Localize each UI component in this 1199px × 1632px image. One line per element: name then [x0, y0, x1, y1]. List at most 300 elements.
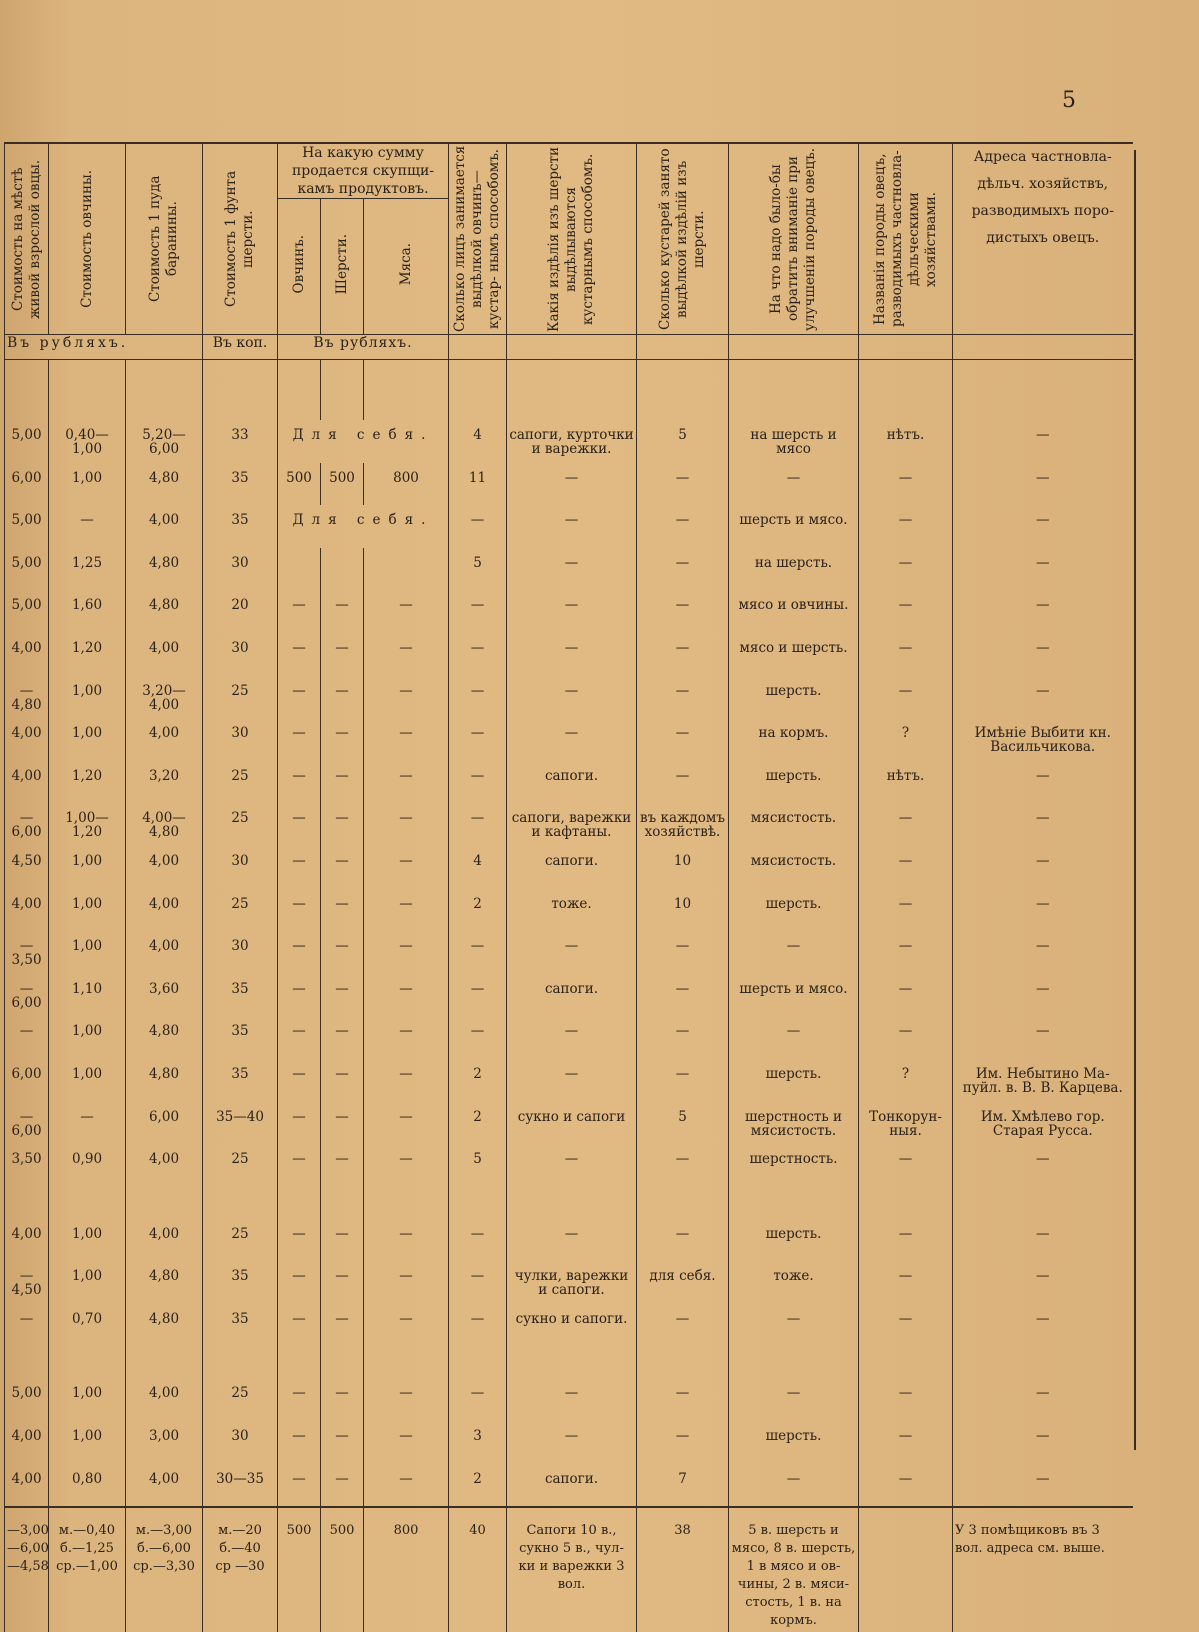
cell-wool-pound: 30: [203, 548, 278, 591]
cell-attention: шерсть.: [729, 1219, 859, 1262]
cell-attention: шерсть.: [729, 889, 859, 932]
cell-addresses: —: [953, 590, 1133, 633]
cell-craftsmen: 10: [637, 846, 729, 889]
cell-live-price: —4,50: [5, 1261, 49, 1304]
table-row: [5, 974, 1133, 1017]
cell-sheepskin: 1,00: [49, 1219, 126, 1262]
table-row: [5, 1059, 1133, 1102]
cell-addresses: —: [953, 889, 1133, 932]
cell-meat-sum: —: [364, 1016, 449, 1059]
table-row: [5, 1144, 1133, 1187]
cell-meat-sum: —: [364, 1059, 449, 1102]
table-row: [5, 505, 1133, 548]
table-row: [5, 803, 1133, 846]
cell-breeds: —: [859, 633, 953, 676]
cell-persons: —: [449, 761, 507, 804]
cell-craftsmen: 7: [637, 1464, 729, 1508]
cell-sheepskins-sum: —: [278, 1219, 321, 1262]
header-buyers-group: На какую сумму продается скупщи- камъ продуктовъ.: [278, 143, 449, 199]
summary-line: б.—1,25: [60, 1541, 114, 1557]
cell-products: —: [507, 676, 637, 719]
cell-wool-pound: 25: [203, 803, 278, 846]
cell-craftsmen: —: [637, 974, 729, 1017]
cell-addresses: —: [953, 1219, 1133, 1262]
table-row: [5, 761, 1133, 804]
cell-sheepskins-sum: —: [278, 846, 321, 889]
table-row: [5, 463, 1133, 506]
cell-meat-sum: —: [364, 1144, 449, 1187]
cell-sheepskin: 1,00: [49, 1421, 126, 1464]
table-row: [5, 889, 1133, 932]
cell-persons: 4: [449, 420, 507, 463]
cell-breeds: —: [859, 1464, 953, 1508]
header-mutton-pud: Стоимость 1 пуда баранины.: [126, 143, 203, 335]
cell-breeds: —: [859, 931, 953, 974]
cell-sheepskin: 1,00: [49, 1016, 126, 1059]
cell-breeds: нѣтъ.: [859, 420, 953, 463]
cell-attention: шерсть.: [729, 1421, 859, 1464]
cell-wool-sum: —: [321, 1304, 364, 1347]
cell-mutton-pud: 4,80: [126, 590, 203, 633]
cell-sheepskin: 0,70: [49, 1304, 126, 1347]
cell-wool-sum: —: [321, 718, 364, 761]
cell-craftsmen: —: [637, 505, 729, 548]
cell-breeds: —: [859, 846, 953, 889]
cell-sheepskins-sum: —: [278, 1421, 321, 1464]
cell-persons: —: [449, 931, 507, 974]
cell-wool-sum: —: [321, 931, 364, 974]
cell-addresses: —: [953, 548, 1133, 591]
table-row: [5, 420, 1133, 463]
cell-addresses: —: [953, 1261, 1133, 1304]
cell-mutton-pud: 3,60: [126, 974, 203, 1017]
cell-sheepskin: 0,40—1,00: [49, 420, 126, 463]
cell-meat-sum: —: [364, 1421, 449, 1464]
summary-line: ср.—1,00: [56, 1559, 118, 1575]
cell-products: —: [507, 1219, 637, 1262]
cell-sheepskin: 0,90: [49, 1144, 126, 1187]
cell-sheepskin: 0,80: [49, 1464, 126, 1508]
cell-craftsmen: въ каждомъ хозяйствѣ.: [637, 803, 729, 846]
cell-wool-pound: 35: [203, 1016, 278, 1059]
cell-sheepskins-sum: —: [278, 676, 321, 719]
summary-line: —6,00: [7, 1541, 49, 1557]
cell-meat-sum: —: [364, 974, 449, 1017]
cell-wool-sum: —: [321, 1464, 364, 1508]
header-sheepskin: Стоимость овчины.: [49, 143, 126, 335]
header-persons: Сколько лицъ занимается выдѣлкой овчинъ—кустар- нымъ способомъ.: [449, 143, 507, 335]
cell-mutton-pud: 5,20—6,00: [126, 420, 203, 463]
table-row: [5, 1261, 1133, 1304]
cell-wool-sum: —: [321, 1261, 364, 1304]
header-live-price: Стоимость на мѣстѣ живой взрослой овцы.: [5, 143, 49, 335]
header-wool-pound: Стоимость 1 фунта шерсти.: [203, 143, 278, 335]
cell-sheepskin: 1,00: [49, 718, 126, 761]
summary-addresses: У 3 помѣщиковъ въ 3 вол. адреса см. выше.: [953, 1507, 1133, 1632]
cell-live-price: 4,00: [5, 889, 49, 932]
cell-attention: шерстность и мясистость.: [729, 1102, 859, 1145]
cell-products: сукно и сапоги.: [507, 1304, 637, 1347]
cell-breeds: —: [859, 1144, 953, 1187]
cell-persons: —: [449, 974, 507, 1017]
cell-wool-pound: 25: [203, 889, 278, 932]
cell-persons: 2: [449, 889, 507, 932]
cell-sheepskin: 1,00: [49, 1378, 126, 1421]
cell-products: —: [507, 931, 637, 974]
summary-live-price: [5, 1507, 49, 1632]
cell-craftsmen: —: [637, 590, 729, 633]
cell-sheepskins-sum: 500: [278, 463, 321, 506]
cell-sheepskins-sum: —: [278, 590, 321, 633]
cell-live-price: 5,00: [5, 1378, 49, 1421]
cell-breeds: —: [859, 889, 953, 932]
cell-sheepskin: 1,60: [49, 590, 126, 633]
cell-mutton-pud: 4,00: [126, 1378, 203, 1421]
cell-wool-sum: —: [321, 846, 364, 889]
cell-addresses: Им. Небытино Ма- пуйл. в. В. В. Карцева.: [953, 1059, 1133, 1102]
cell-persons: 2: [449, 1102, 507, 1145]
cell-meat-sum: —: [364, 1261, 449, 1304]
cell-meat-sum: —: [364, 590, 449, 633]
summary-line: м.—20: [218, 1523, 262, 1539]
cell-mutton-pud: 4,00: [126, 633, 203, 676]
summary-craftsmen: 38: [637, 1507, 729, 1632]
cell-sheepskins-sum: —: [278, 1144, 321, 1187]
cell-products: сукно и сапоги: [507, 1102, 637, 1145]
cell-products: сапоги.: [507, 1464, 637, 1508]
cell-persons: —: [449, 1261, 507, 1304]
cell-sheepskins-sum: Для себя.: [278, 420, 449, 463]
cell-sheepskins-sum: —: [278, 974, 321, 1017]
cell-addresses: —: [953, 761, 1133, 804]
cell-sheepskin: 1,00: [49, 846, 126, 889]
cell-meat-sum: —: [364, 1378, 449, 1421]
cell-mutton-pud: 4,80: [126, 1261, 203, 1304]
cell-craftsmen: —: [637, 1219, 729, 1262]
cell-wool-sum: —: [321, 803, 364, 846]
cell-meat-sum: —: [364, 931, 449, 974]
cell-wool-sum: —: [321, 889, 364, 932]
cell-breeds: —: [859, 1219, 953, 1262]
cell-products: —: [507, 463, 637, 506]
cell-wool-sum: —: [321, 761, 364, 804]
table-row: [5, 1219, 1133, 1262]
cell-craftsmen: —: [637, 761, 729, 804]
cell-wool-pound: 30: [203, 718, 278, 761]
cell-mutton-pud: 3,00: [126, 1421, 203, 1464]
cell-mutton-pud: 4,80: [126, 1059, 203, 1102]
cell-attention: шерсть и мясо.: [729, 974, 859, 1017]
cell-craftsmen: —: [637, 718, 729, 761]
cell-wool-pound: 35: [203, 1304, 278, 1347]
unit-kopecks: Въ коп.: [203, 335, 278, 360]
cell-mutton-pud: 4,00—4,80: [126, 803, 203, 846]
cell-live-price: 5,00: [5, 420, 49, 463]
cell-meat-sum: —: [364, 889, 449, 932]
cell-craftsmen: —: [637, 1421, 729, 1464]
cell-wool-pound: 30: [203, 633, 278, 676]
cell-persons: 4: [449, 846, 507, 889]
cell-craftsmen: —: [637, 1304, 729, 1347]
cell-products: сапоги.: [507, 974, 637, 1017]
cell-craftsmen: для себя.: [637, 1261, 729, 1304]
cell-products: —: [507, 1059, 637, 1102]
cell-live-price: —3,50: [5, 931, 49, 974]
cell-meat-sum: —: [364, 846, 449, 889]
summary-attention: 5 в. шерсть и мясо, 8 в. шерсть, 1 в мясо и ов- чины, 2 в. мяси- стость, 1 в. на кормъ.: [729, 1507, 859, 1632]
cell-craftsmen: —: [637, 1378, 729, 1421]
table-row: [5, 1016, 1133, 1059]
cell-attention: —: [729, 1016, 859, 1059]
table-row: [5, 590, 1133, 633]
cell-wool-sum: —: [321, 1378, 364, 1421]
cell-sheepskins-sum: —: [278, 718, 321, 761]
cell-sheepskin: —: [49, 1102, 126, 1145]
cell-persons: —: [449, 633, 507, 676]
cell-mutton-pud: 4,00: [126, 1464, 203, 1508]
cell-attention: мясо и шерсть.: [729, 633, 859, 676]
cell-addresses: —: [953, 463, 1133, 506]
cell-addresses: —: [953, 1304, 1133, 1347]
cell-persons: —: [449, 803, 507, 846]
header-breeds: Названія породы овецъ, разводимыхъ частновла- дѣльческими хозяйствами.: [859, 143, 953, 335]
cell-wool-sum: —: [321, 1421, 364, 1464]
summary-line: —4,58: [7, 1559, 49, 1575]
summary-breeds: [859, 1507, 953, 1632]
cell-live-price: 4,50: [5, 846, 49, 889]
cell-persons: —: [449, 1304, 507, 1347]
cell-persons: —: [449, 676, 507, 719]
cell-live-price: 5,00: [5, 505, 49, 548]
table-row: [5, 548, 1133, 591]
table-row: [5, 718, 1133, 761]
cell-addresses: —: [953, 1016, 1133, 1059]
cell-breeds: —: [859, 1261, 953, 1304]
cell-breeds: ?: [859, 718, 953, 761]
cell-craftsmen: —: [637, 633, 729, 676]
cell-persons: 2: [449, 1464, 507, 1508]
cell-sheepskin: 1,00: [49, 889, 126, 932]
table-row: [5, 1102, 1133, 1145]
cell-addresses: Имѣніе Выбити кн. Васильчикова.: [953, 718, 1133, 761]
cell-mutton-pud: 4,80: [126, 1016, 203, 1059]
cell-live-price: 6,00: [5, 1059, 49, 1102]
cell-products: —: [507, 633, 637, 676]
cell-meat-sum: —: [364, 718, 449, 761]
cell-wool-pound: 33: [203, 420, 278, 463]
cell-wool-pound: 25: [203, 1219, 278, 1262]
table-row: [5, 931, 1133, 974]
table-row: [5, 1378, 1133, 1421]
cell-meat-sum: —: [364, 1219, 449, 1262]
cell-meat-sum: —: [364, 676, 449, 719]
cell-craftsmen: 5: [637, 1102, 729, 1145]
cell-breeds: —: [859, 676, 953, 719]
cell-sheepskin: 1,00—1,20: [49, 803, 126, 846]
cell-addresses: —: [953, 420, 1133, 463]
cell-meat-sum: —: [364, 633, 449, 676]
cell-attention: на шерсть и мясо: [729, 420, 859, 463]
summary-wool-sum: 500: [321, 1507, 364, 1632]
cell-attention: —: [729, 1304, 859, 1347]
cell-wool-pound: 30: [203, 931, 278, 974]
cell-mutton-pud: 3,20—4,00: [126, 676, 203, 719]
cell-wool-pound: 35: [203, 463, 278, 506]
cell-persons: 5: [449, 1144, 507, 1187]
cell-sheepskins-sum: Для себя.: [278, 505, 449, 548]
cell-persons: 2: [449, 1059, 507, 1102]
cell-sheepskins-sum: —: [278, 761, 321, 804]
cell-attention: шерсть и мясо.: [729, 505, 859, 548]
cell-craftsmen: —: [637, 548, 729, 591]
summary-line: ср —30: [215, 1559, 265, 1575]
cell-wool-sum: —: [321, 1102, 364, 1145]
cell-live-price: —6,00: [5, 1102, 49, 1145]
cell-products: —: [507, 590, 637, 633]
summary-line: б.—40: [219, 1541, 261, 1557]
cell-craftsmen: —: [637, 676, 729, 719]
cell-sheepskin: 1,00: [49, 1261, 126, 1304]
cell-live-price: 4,00: [5, 718, 49, 761]
table-body: [5, 360, 1133, 1632]
cell-breeds: —: [859, 974, 953, 1017]
cell-sheepskin: 1,20: [49, 633, 126, 676]
cell-craftsmen: —: [637, 1144, 729, 1187]
cell-breeds: —: [859, 1016, 953, 1059]
summary-meat-sum: 800: [364, 1507, 449, 1632]
summary-mutton-pud: [126, 1507, 203, 1632]
cell-wool-pound: 25: [203, 1144, 278, 1187]
header-sub-sheepskins: Овчинъ.: [278, 199, 321, 335]
table-row: [5, 1304, 1133, 1347]
cell-mutton-pud: 4,80: [126, 463, 203, 506]
table-row: [5, 1421, 1133, 1464]
cell-wool-pound: 35: [203, 1261, 278, 1304]
cell-wool-pound: 35—40: [203, 1102, 278, 1145]
cell-meat-sum: [364, 548, 449, 591]
cell-live-price: 3,50: [5, 1144, 49, 1187]
cell-mutton-pud: 4,00: [126, 1144, 203, 1187]
summary-line: б.—6,00: [137, 1541, 191, 1557]
cell-mutton-pud: 4,00: [126, 931, 203, 974]
summary-line: м.—3,00: [135, 1523, 193, 1539]
cell-mutton-pud: 4,80: [126, 1304, 203, 1347]
cell-products: —: [507, 548, 637, 591]
cell-mutton-pud: 4,00: [126, 889, 203, 932]
cell-craftsmen: —: [637, 1059, 729, 1102]
cell-sheepskins-sum: —: [278, 1464, 321, 1508]
cell-sheepskins-sum: —: [278, 633, 321, 676]
header-products: Какія издѣлія изъ шерсти выдѣлываются кустарнымъ способомъ.: [507, 143, 637, 335]
summary-line: ср.—3,30: [133, 1559, 195, 1575]
cell-live-price: 6,00: [5, 463, 49, 506]
cell-sheepskins-sum: —: [278, 931, 321, 974]
cell-attention: шерсть.: [729, 1059, 859, 1102]
cell-live-price: —: [5, 1304, 49, 1347]
cell-wool-pound: 35: [203, 505, 278, 548]
cell-wool-pound: 30: [203, 1421, 278, 1464]
cell-sheepskin: 1,00: [49, 463, 126, 506]
cell-persons: —: [449, 718, 507, 761]
cell-sheepskins-sum: —: [278, 1378, 321, 1421]
cell-wool-sum: —: [321, 1144, 364, 1187]
table-row: [5, 676, 1133, 719]
table-row: [5, 846, 1133, 889]
cell-persons: —: [449, 1219, 507, 1262]
cell-sheepskins-sum: —: [278, 1261, 321, 1304]
summary-sheepskin: [49, 1507, 126, 1632]
cell-wool-sum: —: [321, 974, 364, 1017]
cell-products: —: [507, 1144, 637, 1187]
table-row: [5, 633, 1133, 676]
cell-meat-sum: —: [364, 1304, 449, 1347]
cell-products: сапоги, варежки и кафтаны.: [507, 803, 637, 846]
cell-sheepskins-sum: —: [278, 1304, 321, 1347]
cell-attention: тоже.: [729, 1261, 859, 1304]
cell-products: —: [507, 1421, 637, 1464]
header-sub-meat: Мяса.: [364, 199, 449, 335]
cell-mutton-pud: 4,00: [126, 846, 203, 889]
cell-live-price: —6,00: [5, 974, 49, 1017]
cell-mutton-pud: 6,00: [126, 1102, 203, 1145]
cell-sheepskin: 1,25: [49, 548, 126, 591]
cell-addresses: —: [953, 803, 1133, 846]
cell-addresses: —: [953, 676, 1133, 719]
cell-live-price: 5,00: [5, 590, 49, 633]
cell-sheepskin: 1,00: [49, 676, 126, 719]
cell-breeds: —: [859, 803, 953, 846]
summary-wool-pound: [203, 1507, 278, 1632]
summary-sheepskins-sum: 500: [278, 1507, 321, 1632]
cell-persons: —: [449, 590, 507, 633]
cell-wool-pound: 30: [203, 846, 278, 889]
cell-wool-pound: 30—35: [203, 1464, 278, 1508]
cell-live-price: 5,00: [5, 548, 49, 591]
cell-mutton-pud: 4,00: [126, 1219, 203, 1262]
cell-live-price: 4,00: [5, 1219, 49, 1262]
cell-persons: —: [449, 505, 507, 548]
cell-attention: мясо и овчины.: [729, 590, 859, 633]
cell-products: сапоги.: [507, 846, 637, 889]
cell-wool-sum: —: [321, 633, 364, 676]
cell-meat-sum: —: [364, 1464, 449, 1508]
cell-meat-sum: —: [364, 803, 449, 846]
cell-attention: на кормъ.: [729, 718, 859, 761]
cell-attention: —: [729, 1378, 859, 1421]
cell-live-price: 4,00: [5, 1421, 49, 1464]
cell-mutton-pud: 4,00: [126, 718, 203, 761]
cell-sheepskin: —: [49, 505, 126, 548]
cell-products: чулки, варежки и сапоги.: [507, 1261, 637, 1304]
cell-breeds: —: [859, 590, 953, 633]
cell-wool-pound: 20: [203, 590, 278, 633]
statistics-table: [4, 142, 1133, 1632]
cell-breeds: —: [859, 1421, 953, 1464]
header-addresses: Адреса частновла- дѣльч. хозяйствъ, разводимыхъ поро- дистыхъ овецъ.: [953, 143, 1133, 335]
summary-line: м.—0,40: [58, 1523, 116, 1539]
summary-persons: 40: [449, 1507, 507, 1632]
cell-craftsmen: 5: [637, 420, 729, 463]
cell-meat-sum: 800: [364, 463, 449, 506]
cell-craftsmen: —: [637, 931, 729, 974]
cell-wool-pound: 35: [203, 1059, 278, 1102]
cell-breeds: —: [859, 463, 953, 506]
cell-attention: на шерсть.: [729, 548, 859, 591]
cell-addresses: —: [953, 931, 1133, 974]
cell-sheepskin: 1,20: [49, 761, 126, 804]
cell-breeds: —: [859, 1304, 953, 1347]
cell-sheepskins-sum: —: [278, 1102, 321, 1145]
